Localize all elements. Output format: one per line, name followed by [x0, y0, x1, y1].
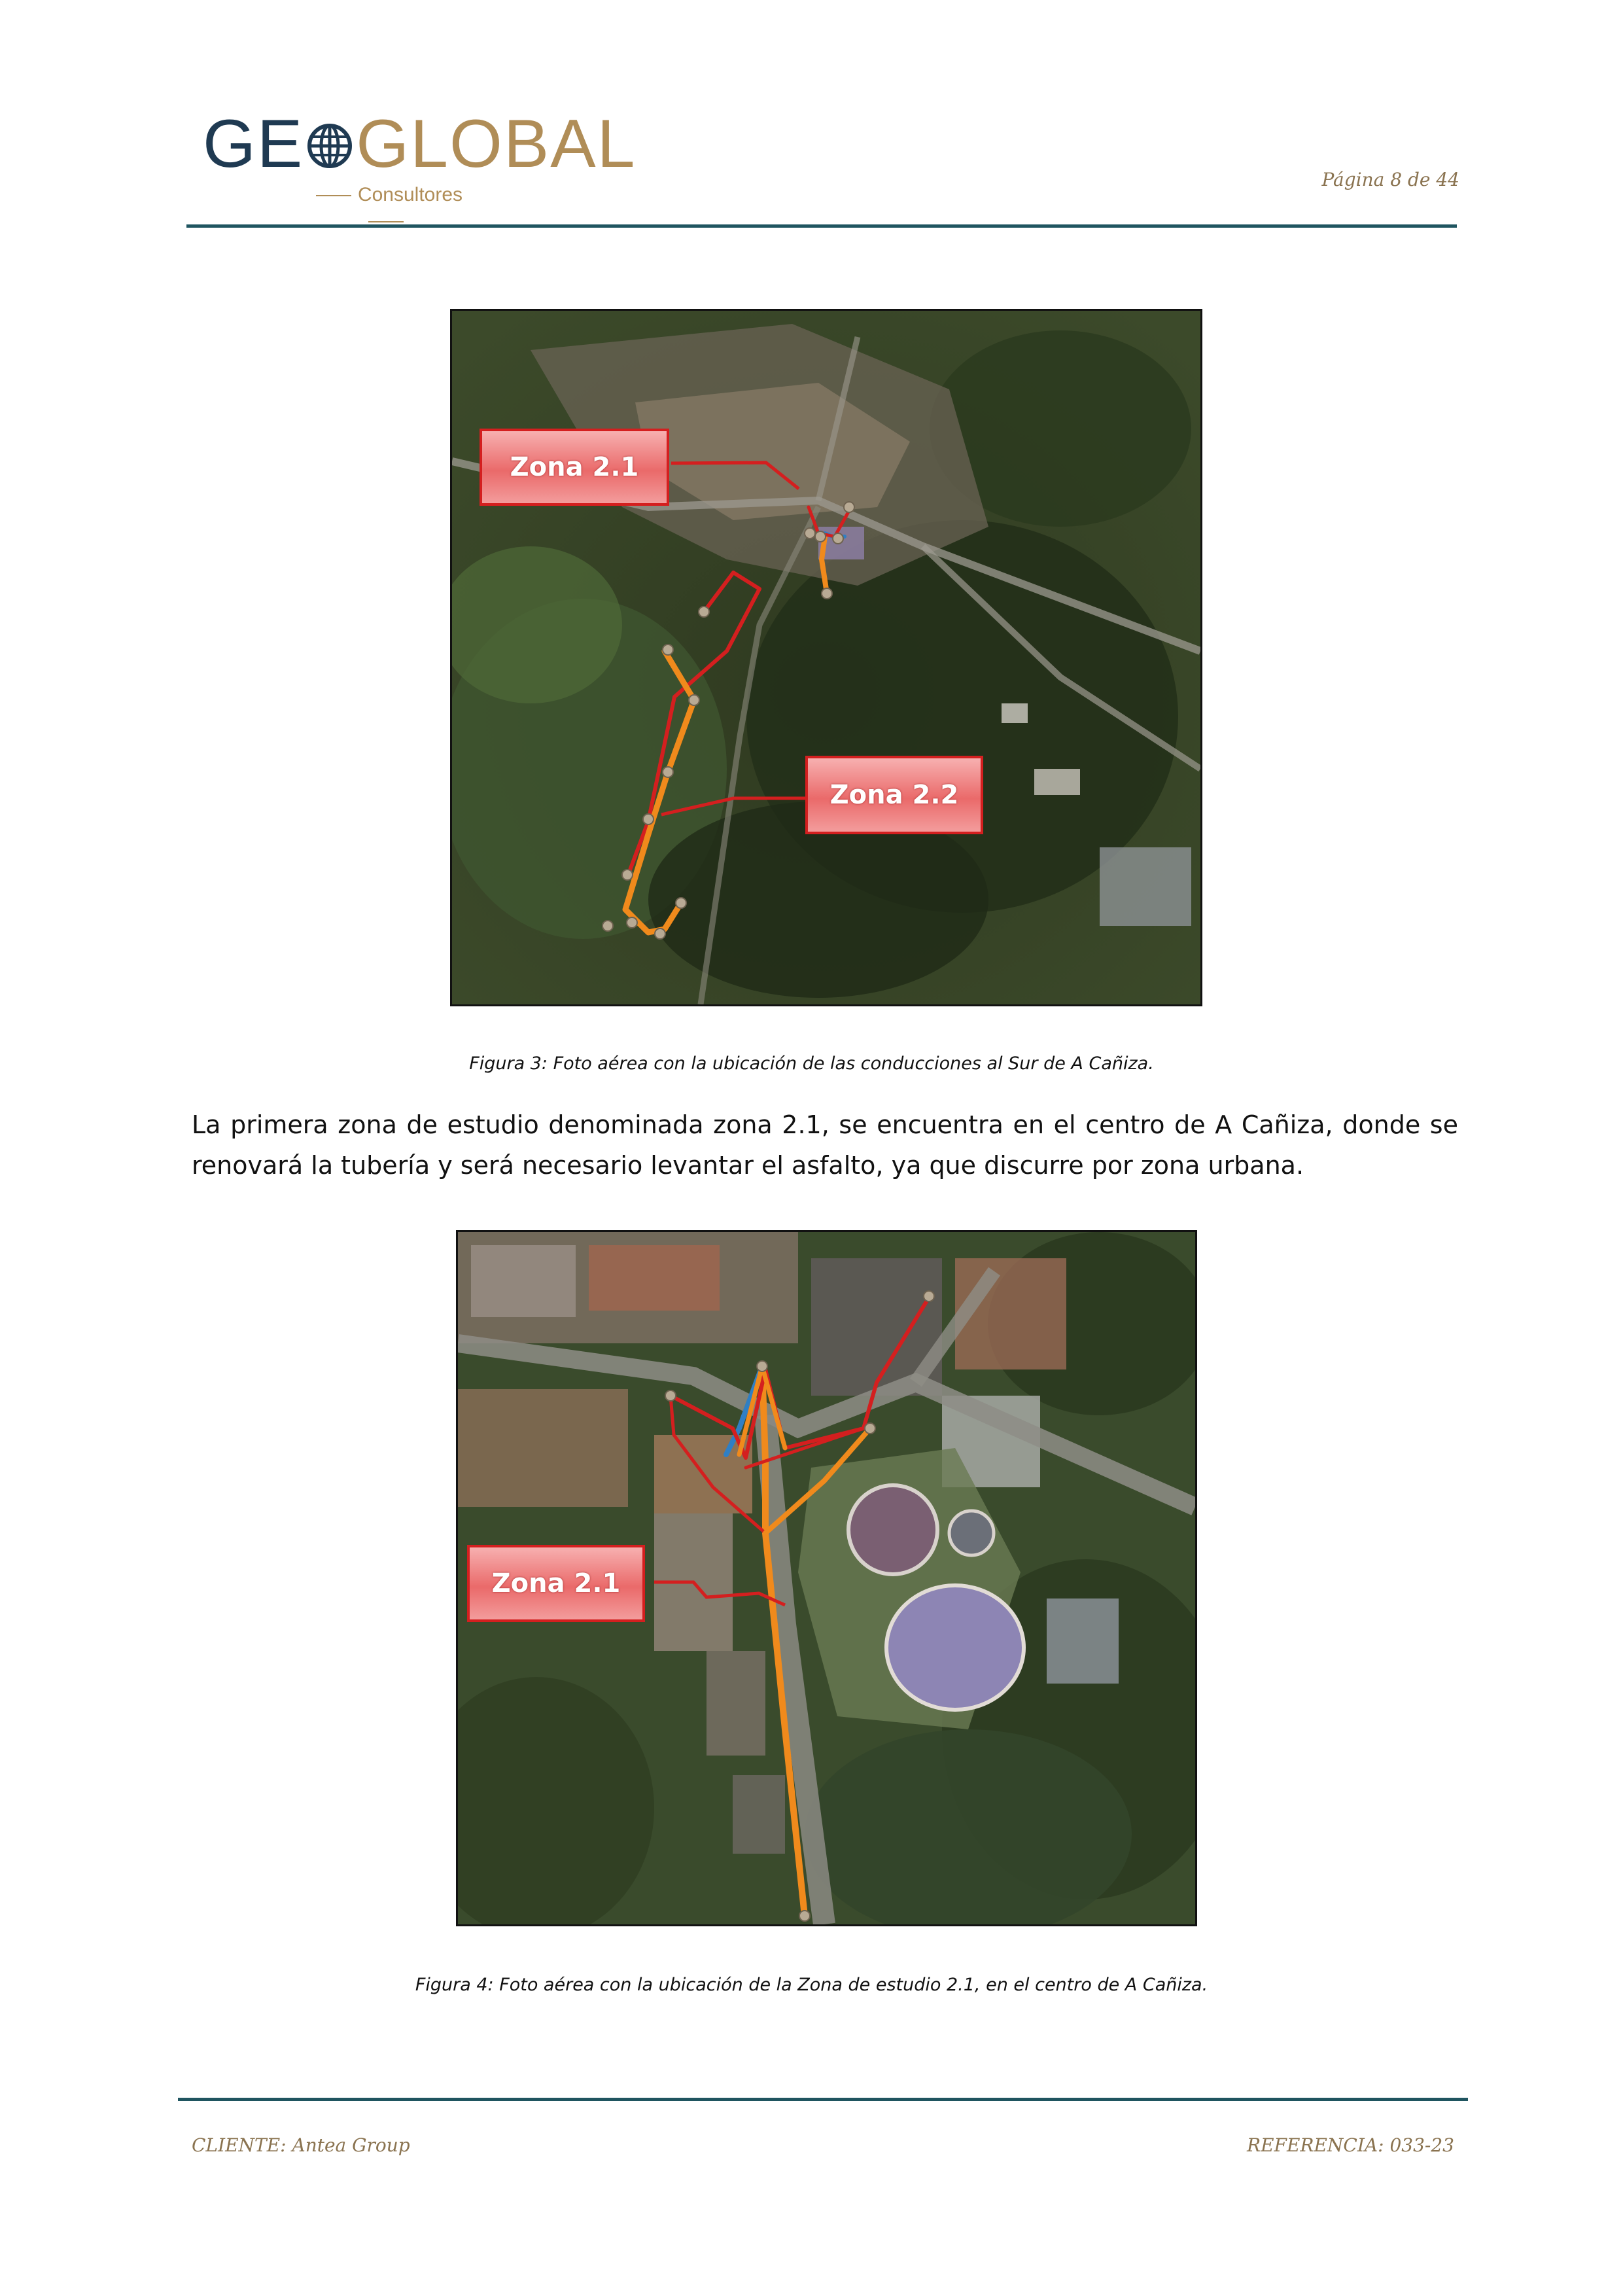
footer-divider [178, 2098, 1468, 2101]
company-logo [203, 106, 637, 209]
zone-2-1-label-detail: Zona 2.1 [467, 1545, 645, 1622]
footer-reference: REFERENCIA: 033-23 [1247, 2134, 1454, 2156]
logo-subtitle-text: Consultores [357, 184, 463, 205]
aerial-photo-south [450, 309, 1202, 1006]
zone-2-2-label: Zona 2.2 [805, 756, 983, 834]
page-number: Página 8 de 44 [1321, 169, 1459, 190]
globe-icon [306, 122, 353, 169]
logo-wordmark [203, 106, 637, 182]
footer-client: CLIENTE: Antea Group [192, 2134, 410, 2156]
aerial-photo-centre [456, 1230, 1197, 1926]
zone-2-1-label: Zona 2.1 [480, 429, 669, 506]
figure-3-caption: Figura 3: Foto aérea con la ubicación de las conducciones al Sur de A Cañiza. [469, 1053, 1154, 1074]
aerial-map-south [452, 311, 1200, 1004]
figure-4-caption: Figura 4: Foto aérea con la ubicación de la Zona de estudio 2.1, en el centro de A Cañiza. [415, 1975, 1208, 1995]
logo-subtitle [288, 182, 484, 208]
logo-text-global: GLOBAL [356, 106, 637, 182]
header-divider [186, 224, 1457, 228]
body-paragraph: La primera zona de estudio denominada zona 2.1, se encuentra en el centro de A Cañiza, donde se renovará la tubería y será necesario levantar el asfalto, ya que discurre por zona urbana. [192, 1110, 1458, 1180]
logo-text-geo: GE [203, 106, 304, 182]
